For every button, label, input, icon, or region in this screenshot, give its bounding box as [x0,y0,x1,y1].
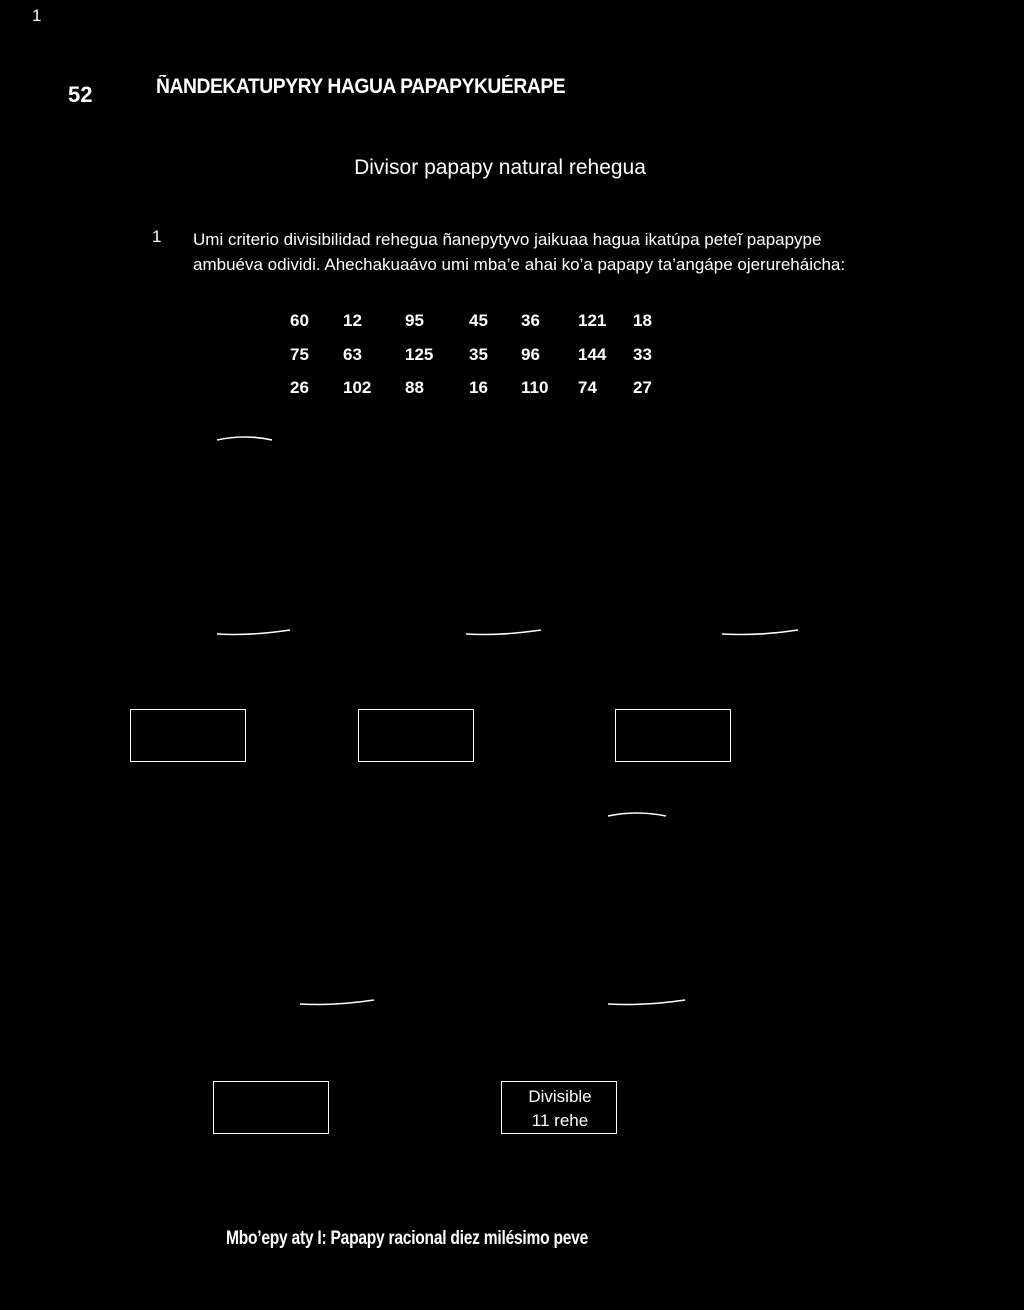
section-title: Divisor papapy natural rehegua [354,156,646,179]
number-cell: 110 [521,378,549,397]
answer-box[interactable] [358,709,474,762]
number-cell: 144 [578,345,607,364]
number-cell: 16 [469,378,488,397]
number-cell: 33 [633,345,652,364]
number-cell: 35 [469,345,488,364]
page-footer: Mbo’epy aty I: Papapy racional diez milésimo peve [226,1228,588,1249]
exercise-instruction: Umi criterio divisibilidad rehegua ñanepytyvo jaikuaa hagua ikatúpa peteĩ papapype ambuéva odividi. Ahechakuaávo umi mba’e ahai ko’a papapy ta’angápe ojerureháicha: [193,230,846,274]
number-cell: 96 [521,345,540,364]
number-cell: 27 [633,378,652,397]
curve-stroke [300,1000,374,1005]
number-cell: 18 [633,311,652,330]
page-number: 52 [68,82,93,107]
curve-stroke [466,630,541,635]
exercise-number: 1 [152,227,162,246]
number-cell: 12 [343,311,362,330]
number-cell: 75 [290,345,309,364]
number-cell: 95 [405,311,424,330]
answer-box[interactable] [615,709,731,762]
page-header: ÑANDEKATUPYRY HAGUA PAPAPYKUÉRAPE [156,75,566,98]
number-cell: 125 [405,345,434,364]
corner-mark: 1 [32,6,42,25]
number-cell: 45 [469,311,488,330]
box-label-line: 11 rehe [531,1111,589,1130]
curve-stroke [608,813,666,816]
curve-stroke [217,437,272,440]
number-cell: 60 [290,311,309,330]
box-label-line: Divisible [528,1087,592,1106]
number-cell: 88 [405,378,424,397]
curve-stroke [722,630,798,635]
divisible-by-11-box [501,1081,617,1134]
number-cell: 102 [343,378,372,397]
number-cell: 63 [343,345,362,364]
answer-box[interactable] [213,1081,329,1134]
number-cell: 121 [578,311,607,330]
curve-stroke [217,630,290,635]
number-cell: 74 [578,378,597,397]
answer-box[interactable] [130,709,246,762]
number-cell: 36 [521,311,540,330]
curve-stroke [608,1000,685,1005]
number-cell: 26 [290,378,309,397]
